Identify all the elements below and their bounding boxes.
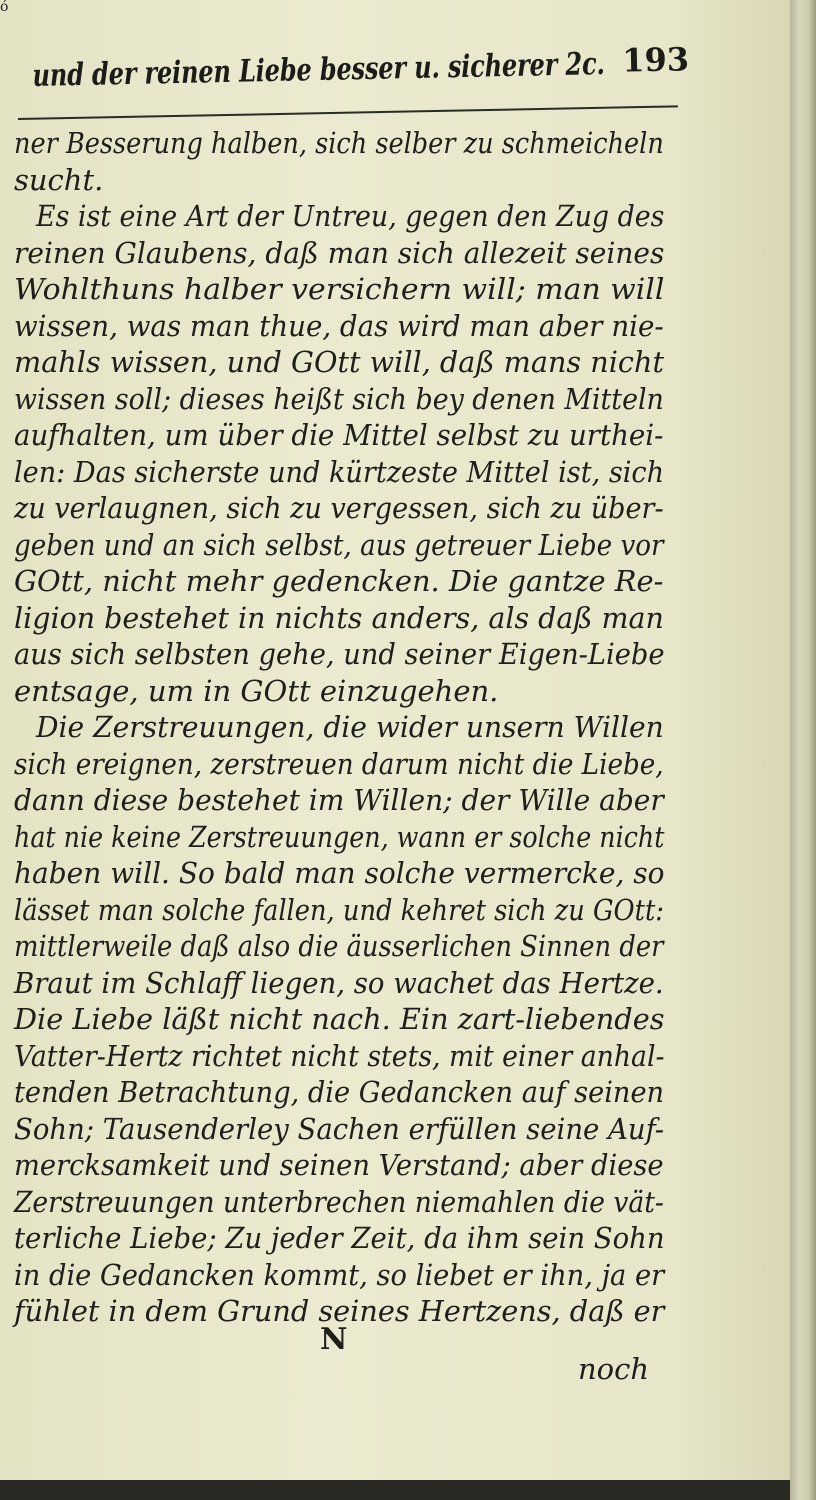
page-edge [790,0,816,1500]
page-number: 193 [621,40,690,80]
text-line: GOtt, nicht mehr gedencken. Die gantze Re- [14,564,664,598]
text-line: lässet man solche fallen, und kehret sich zu GOtt: [14,892,664,927]
text-line: Sohn; Tausenderley Sachen erfüllen seine Auf- [14,1111,665,1146]
text-line: mercksamkeit und seinen Verstand; aber diese [14,1148,664,1182]
text-line: Es ist eine Art der Untreu, gegen den Zug des [36,199,665,233]
signature-mark: N [320,1322,348,1357]
text-line: haben will. So bald man solche vermercke, so [14,856,665,890]
text-line: sucht. [14,162,104,197]
text-line: wissen, was man thue, das wird man aber nie- [14,308,664,343]
text-line: ner Besserung halben, sich selber zu schmeicheln [14,126,664,160]
text-line: aufhalten, um über die Mittel selbst zu urthei- [14,418,664,452]
text-line: Die Zerstreuungen, die wider unsern Willen [36,710,664,744]
text-line: entsage, um in GOtt einzugehen. [14,673,499,708]
text-line: zu verlaugnen, sich zu vergessen, sich zu über- [14,491,664,525]
text-line: geben und an sich selbst, aus getreuer Liebe vor [14,527,664,562]
text-line: hat nie keine Zerstreuungen, wann er solche nicht [14,819,665,854]
text-line: mittlerweile daß also die äusserlichen Sinnen der [14,929,664,963]
text-line: mahls wissen, und GOtt will, daß mans nicht [14,345,664,379]
text-line: tenden Betrachtung, die Gedancken auf seinen [14,1075,665,1109]
text-line: terliche Liebe; Zu jeder Zeit, da ihm sein Sohn [14,1221,665,1255]
text-line: wissen soll; dieses heißt sich bey denen Mitteln [14,381,664,416]
running-head [32,38,690,104]
text-line: fühlet in dem Grund seines Hertzens, daß er [14,1294,665,1328]
text-line: Braut im Schlaff liegen, so wachet das Hertze. [14,965,664,1000]
header-rule [18,105,678,120]
running-title: und der reinen Liebe besser u. sicherer 2c. [32,46,606,94]
text-line: len: Das sicherste und kürtzeste Mittel ist, sich [14,454,665,489]
catchword: noch [578,1352,650,1386]
text-line: aus sich selbsten gehe, und seiner Eigen-Liebe [14,637,665,671]
text-line: ligion bestehet in nichts anders, als daß man [14,600,664,635]
text-line: sich ereignen, zerstreuen darum nicht die Liebe, [14,746,664,781]
text-line: Wohlthuns halber versichern will; man will [14,272,665,306]
text-line: dann diese bestehet im Willen; der Wille aber [14,783,664,817]
text-line: Zerstreuungen unterbrechen niemahlen die vät- [14,1184,664,1219]
text-line: Vatter-Hertz richtet nicht stets, mit einer anhal- [14,1038,665,1073]
text-line: Die Liebe läßt nicht nach. Ein zart-liebendes [14,1002,665,1036]
text-line: reinen Glaubens, daß man sich allezeit seines [14,235,665,270]
text-line: in die Gedancken kommt, so liebet er ihn, ja er [14,1257,665,1292]
page-corner-mark: ó [0,0,9,15]
